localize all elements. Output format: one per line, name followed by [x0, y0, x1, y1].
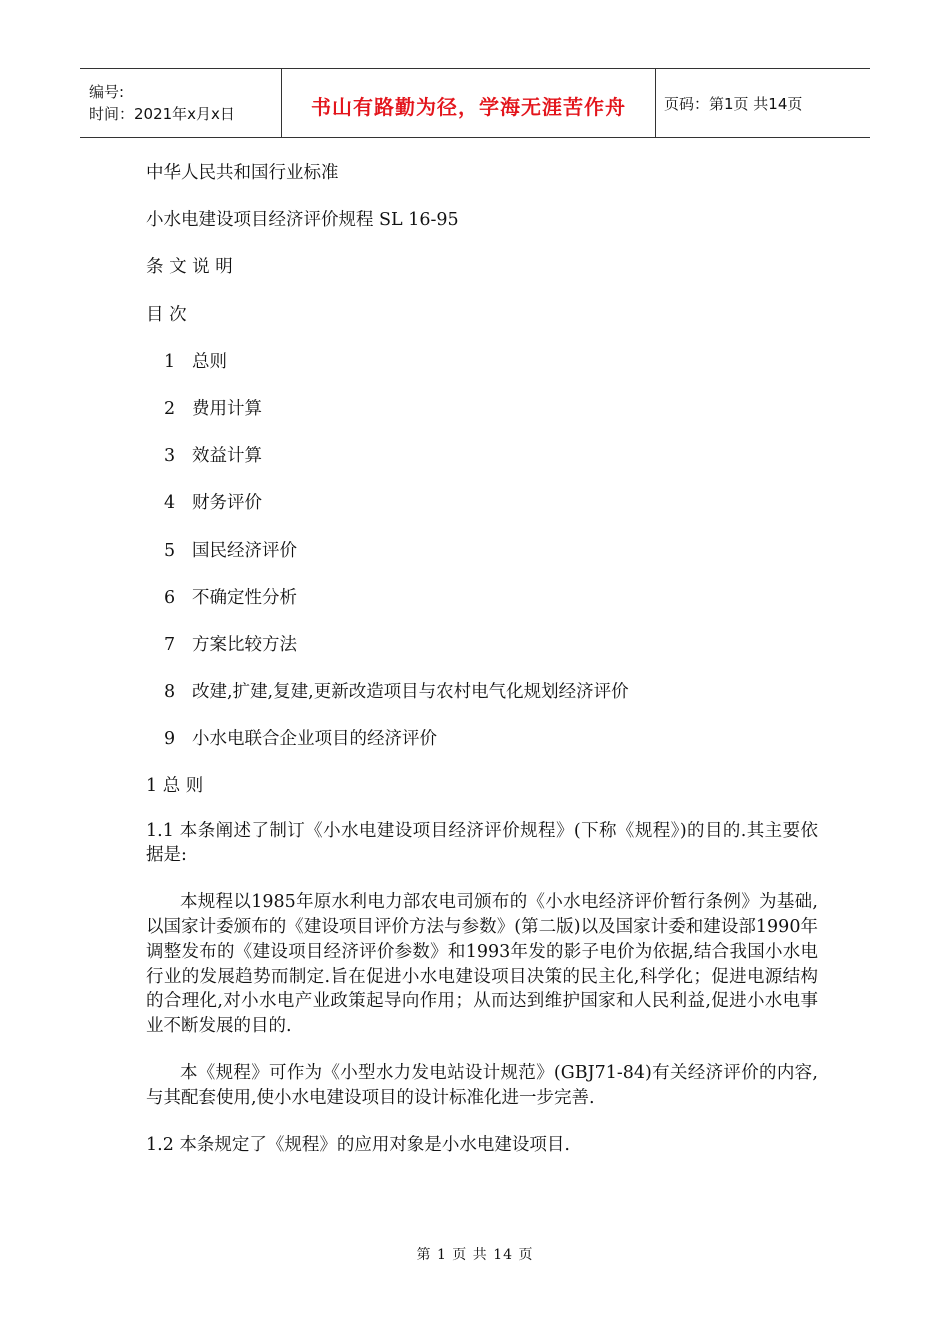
clause-1-2: 1.2 本条规定了《规程》的应用对象是小水电建设项目.: [146, 1134, 570, 1155]
clause-1-1: 1.1 本条阐述了制订《小水电建设项目经济评价规程》(下称《规程》)的目的.其主要依据是:: [146, 820, 818, 866]
toc-item: 6 不确定性分析: [164, 587, 297, 608]
standard-line: 中华人民共和国行业标准: [146, 163, 339, 183]
header-page-text: 页码：第1页 共14页: [664, 94, 803, 113]
table-of-contents: [146, 347, 818, 772]
toc-item: 4 财务评价: [164, 493, 262, 514]
motto-text: 书山有路勤为径，学海无涯苦作舟: [311, 94, 626, 119]
toc-item: 8 改建,扩建,复建,更新改造项目与农村电气化规划经济评价: [164, 682, 629, 703]
document-title: 小水电建设项目经济评价规程 SL 16-95: [146, 210, 459, 231]
toc-item: 1 总则: [164, 351, 227, 372]
code-label: 编号:: [89, 83, 125, 101]
time-text: 时间：2021年x月x日: [89, 105, 235, 123]
toc-item: 5 国民经济评价: [164, 540, 297, 561]
header-meta: [80, 69, 282, 137]
page-header: [80, 68, 870, 138]
chapter-heading: 1 总 则: [146, 776, 204, 797]
toc-item: 7 方案比较方法: [164, 634, 297, 655]
page-footer: 第 1 页 共 14 页: [416, 1247, 534, 1263]
basis-paragraph: 本规程以1985年原水利电力部农电司颁布的《小水电经济评价暂行条例》为基础,以国家计委颁布的《建设项目评价方法与参数》(第二版)以及国家计委和建设部1990年调整发布的《建设项目经济评价参数》和1993年发的影子电价为依据,结合我国小水电行业的发展趋势而制定.旨在促进小水电建设项目决策的民主化,科学化；促进电源结构的合理化,对小水电产业政策起导向作用；从而达到维护国家和人民利益,促进小水电事业不断发展的目的.: [146, 892, 818, 1037]
header-page-info: [656, 69, 870, 137]
toc-item: 3 效益计算: [164, 446, 262, 467]
toc-item: 9 小水电联合企业项目的经济评价: [164, 729, 437, 750]
toc-item: 2 费用计算: [164, 398, 262, 419]
usage-paragraph: 本《规程》可作为《小型水力发电站设计规范》(GBJ71-84)有关经济评价的内容,与其配套使用,使小水电建设项目的设计标准化进一步完善.: [146, 1063, 818, 1108]
toc-heading: 目 次: [146, 304, 187, 325]
document-body: [146, 158, 818, 1179]
section-heading: 条 文 说 明: [146, 257, 233, 278]
header-motto: [282, 69, 656, 137]
